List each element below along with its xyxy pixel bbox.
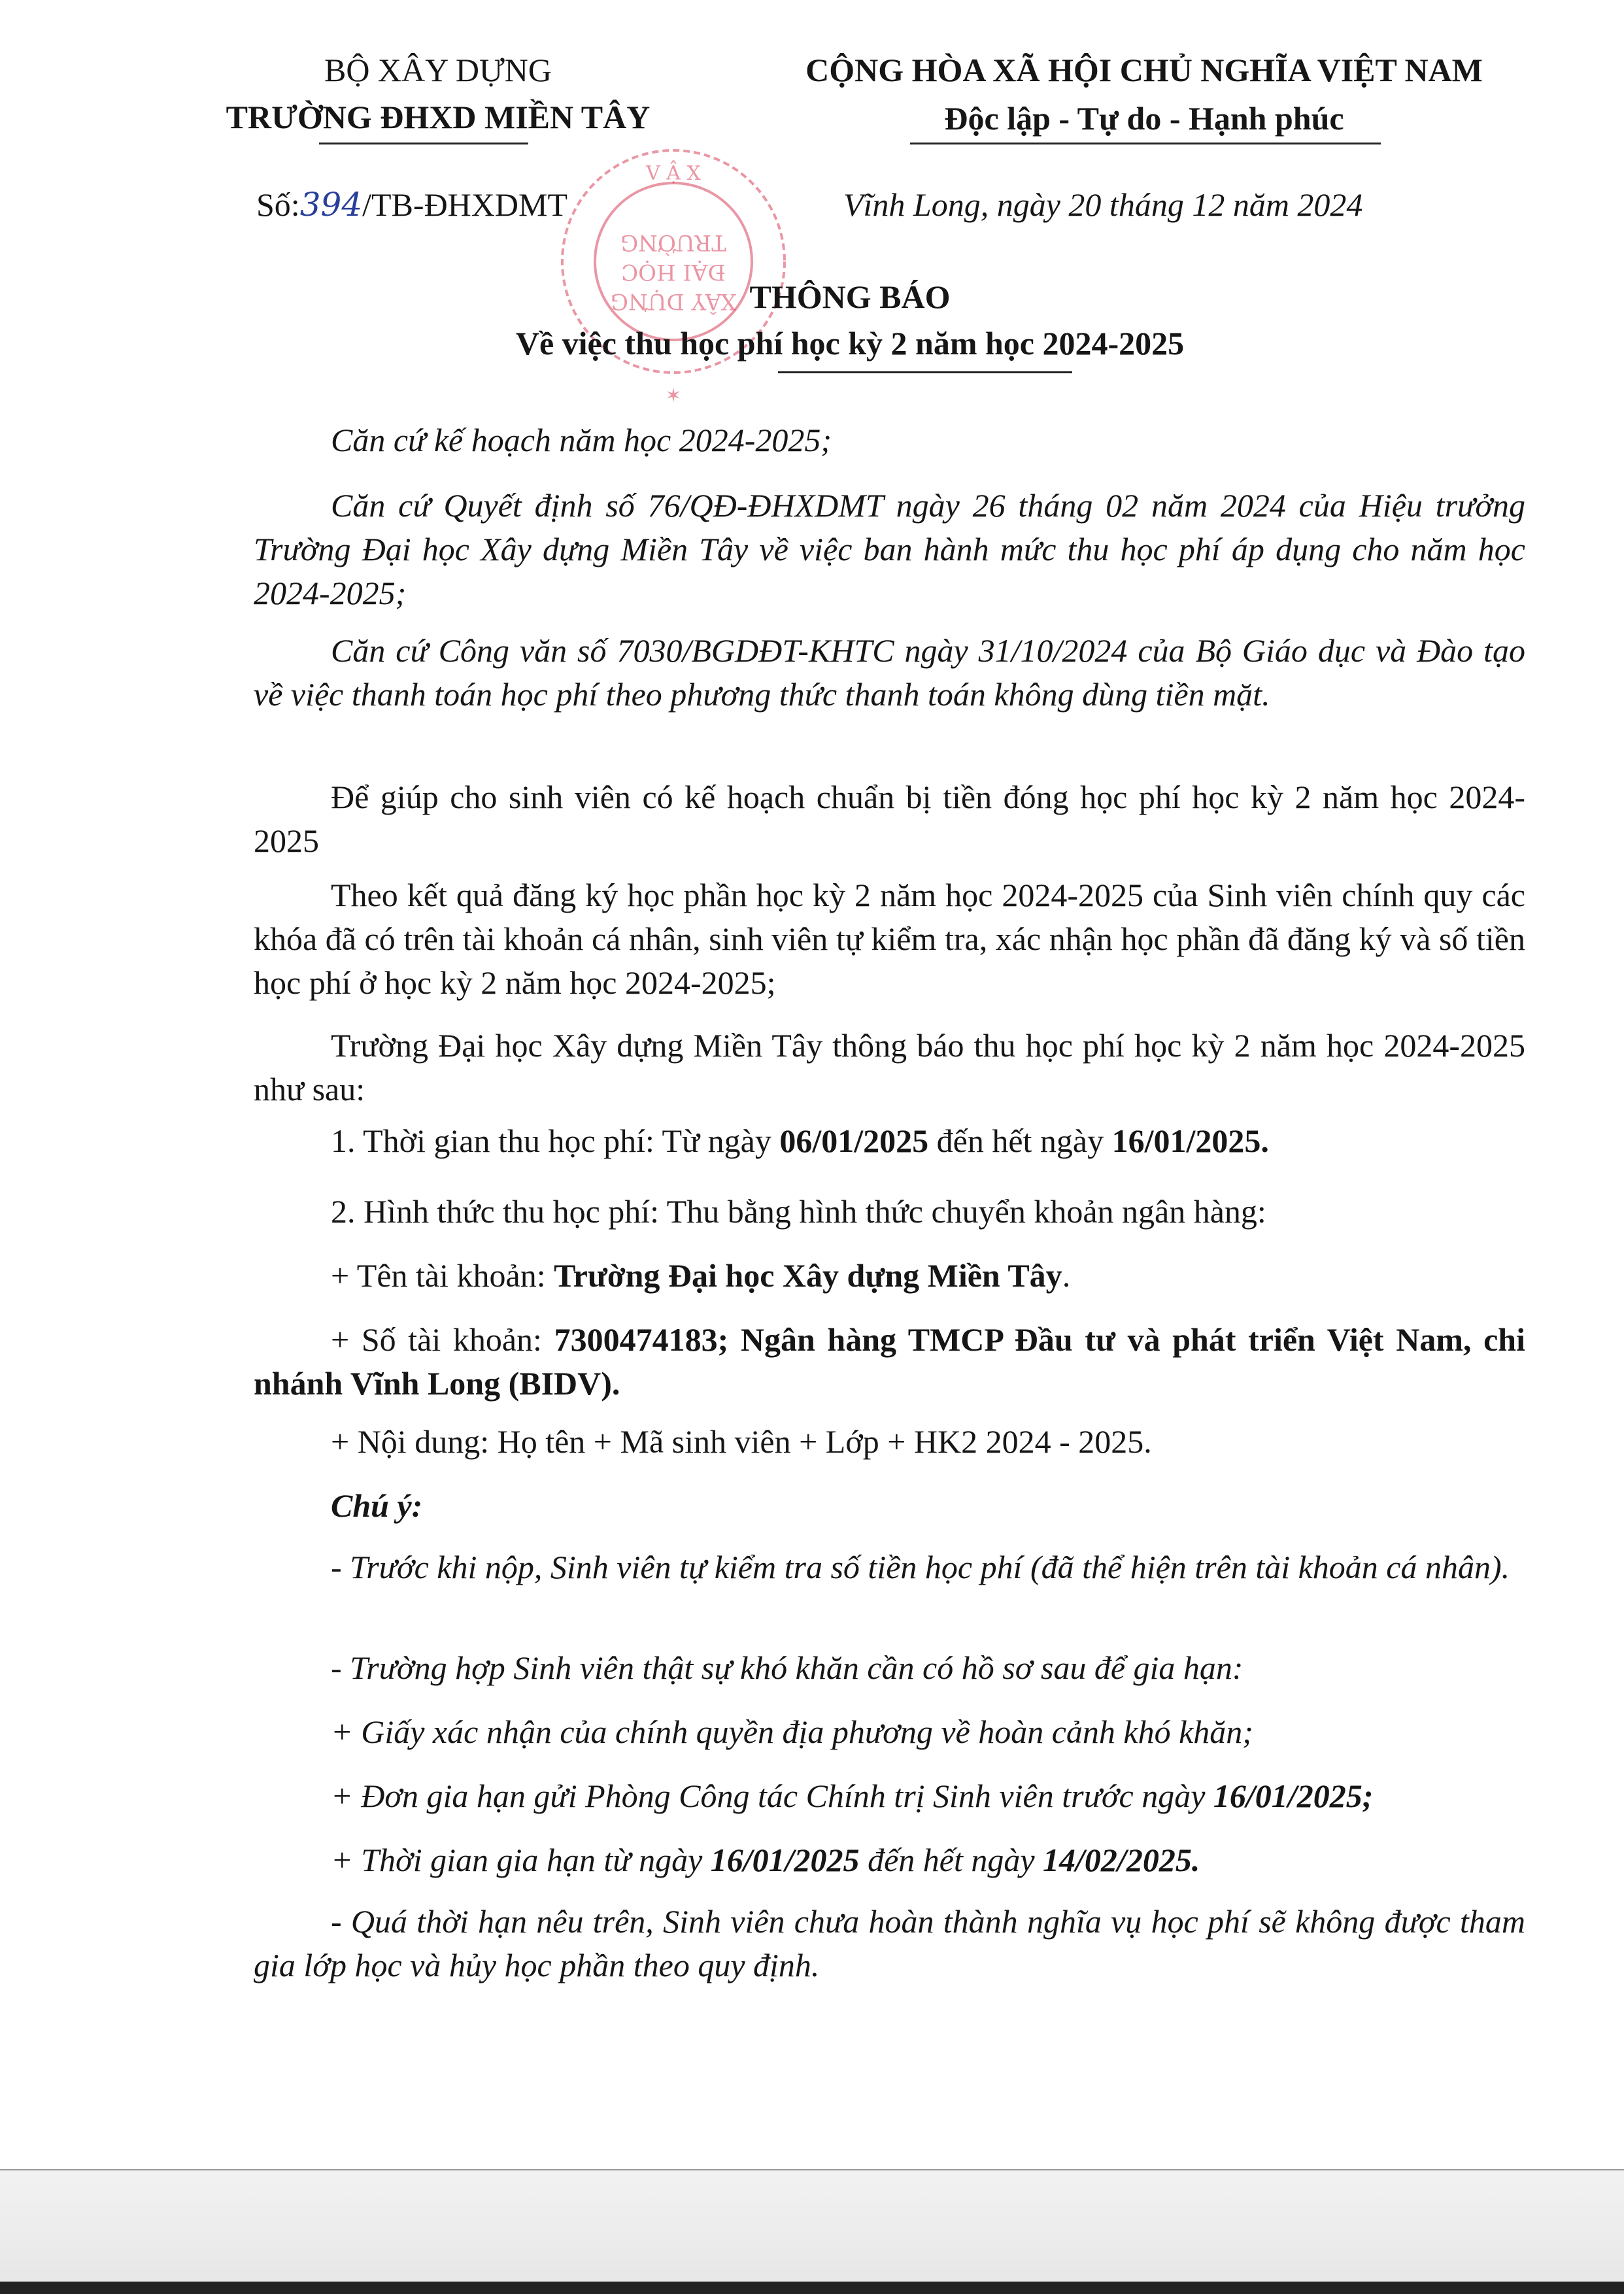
collection-start-date: 06/01/2025	[779, 1122, 929, 1159]
number-suffix: /TB-ĐHXDMT	[362, 186, 568, 223]
svg-text:✶: ✶	[665, 384, 682, 407]
notice-title: THÔNG BÁO	[749, 278, 951, 315]
subtitle-underline	[778, 371, 1072, 373]
transfer-content: + Nội dung: Họ tên + Mã sinh viên + Lớp + HK2 2024 - 2025.	[331, 1423, 1152, 1460]
account-number	[254, 1318, 1525, 1406]
school-name: TRƯỜNG ĐHXD MIỀN TÂY	[226, 99, 651, 135]
note-extension-request-date: 16/01/2025;	[1213, 1778, 1374, 1814]
note-extension-start: 16/01/2025	[710, 1842, 860, 1878]
note-check-fee: - Trước khi nộp, Sinh viên tự kiểm tra số tiền học phí (đã thể hiện trên tài khoản cá nhân).	[331, 1549, 1510, 1585]
place-date: Vĩnh Long, ngày 20 tháng 12 năm 2024	[843, 186, 1363, 223]
handwritten-number: 394	[299, 186, 363, 224]
collection-end-date: 16/01/2025.	[1111, 1122, 1269, 1159]
account-number-value: 7300474183; Ngân hàng TMCP Đầu tư và phát triển Việt Nam, chi nhánh Vĩnh Long (BIDV).	[254, 1321, 1525, 1402]
note-extension-request-prefix: + Đơn gia hạn gửi Phòng Công tác Chính trị Sinh viên trước ngày	[331, 1778, 1213, 1814]
collection-period	[331, 1119, 1269, 1163]
scan-margin	[0, 2170, 1624, 2294]
collection-period-mid: đến hết ngày	[928, 1122, 1112, 1159]
note-extension-period	[331, 1838, 1200, 1882]
account-name	[331, 1254, 1070, 1298]
number-prefix: Số:	[256, 186, 300, 223]
collection-period-prefix: 1. Thời gian thu học phí: Từ ngày	[331, 1122, 780, 1159]
note-extension-end: 14/02/2025.	[1043, 1842, 1200, 1878]
account-name-value: Trường Đại học Xây dựng Miền Tây	[554, 1257, 1062, 1294]
stamp-top-text: V Ậ X	[646, 162, 701, 185]
note-certificate: + Giấy xác nhận của chính quyền địa phương về hoàn cảnh khó khăn;	[331, 1713, 1253, 1750]
motto-underline	[910, 143, 1381, 144]
scan-bottom-strip	[0, 2282, 1624, 2294]
purpose-paragraph: Để giúp cho sinh viên có kế hoạch chuẩn bị tiền đóng học phí học kỳ 2 năm học 2024-2025	[254, 779, 1525, 859]
stamp-line-3: XÂY DỰNG	[610, 288, 737, 314]
motto: Độc lập - Tự do - Hạnh phúc	[944, 100, 1344, 137]
school-underline	[319, 143, 528, 144]
note-extension-request	[331, 1774, 1373, 1818]
notice-subtitle: Về việc thu học phí học kỳ 2 năm học 2024-2025	[515, 325, 1185, 362]
account-name-label: + Tên tài khoản:	[331, 1257, 554, 1294]
account-name-end: .	[1062, 1257, 1071, 1294]
basis-decision: Căn cứ Quyết định số 76/QĐ-ĐHXDMT ngày 26 tháng 02 năm 2024 của Hiệu trưởng Trường Đại học Xây dựng Miền Tây về việc ban hành mức thu học phí áp dụng cho năm học 2024-2025;	[254, 487, 1525, 611]
document-number	[256, 186, 567, 224]
nation-name: CỘNG HÒA XÃ HỘI CHỦ NGHĨA VIỆT NAM	[805, 52, 1483, 88]
payment-method: 2. Hình thức thu học phí: Thu bằng hình thức chuyển khoản ngân hàng:	[331, 1193, 1266, 1230]
note-hardship: - Trường hợp Sinh viên thật sự khó khăn cần có hồ sơ sau để gia hạn:	[331, 1649, 1243, 1686]
note-overdue: - Quá thời hạn nêu trên, Sinh viên chưa hoàn thành nghĩa vụ học phí sẽ không được tham gia lớp học và hủy học phần theo quy định.	[254, 1903, 1525, 1983]
registration-paragraph: Theo kết quả đăng ký học phần học kỳ 2 năm học 2024-2025 của Sinh viên chính quy các khóa đã có trên tài khoản cá nhân, sinh viên tự kiểm tra, xác nhận học phần đã đăng ký và số tiền học phí ở học kỳ 2 năm học 2024-2025;	[254, 877, 1525, 1001]
note-extension-mid: đến hết ngày	[859, 1842, 1043, 1878]
basis-plan: Căn cứ kế hoạch năm học 2024-2025;	[331, 422, 832, 458]
stamp-line-1: TRƯỜNG	[620, 229, 726, 256]
account-number-label: + Số tài khoản:	[331, 1321, 554, 1358]
ministry-name: BỘ XÂY DỰNG	[324, 52, 552, 88]
announcement-paragraph: Trường Đại học Xây dựng Miền Tây thông báo thu học phí học kỳ 2 năm học 2024-2025 như sau:	[254, 1027, 1525, 1107]
basis-official-letter: Căn cứ Công văn số 7030/BGDĐT-KHTC ngày 31/10/2024 của Bộ Giáo dục và Đào tạo về việc thanh toán học phí theo phương thức thanh toán không dùng tiền mặt.	[254, 632, 1525, 713]
stamp-line-2: ĐẠI HỌC	[621, 259, 726, 285]
note-heading: Chú ý:	[331, 1487, 423, 1524]
note-extension-period-prefix: + Thời gian gia hạn từ ngày	[331, 1842, 711, 1878]
